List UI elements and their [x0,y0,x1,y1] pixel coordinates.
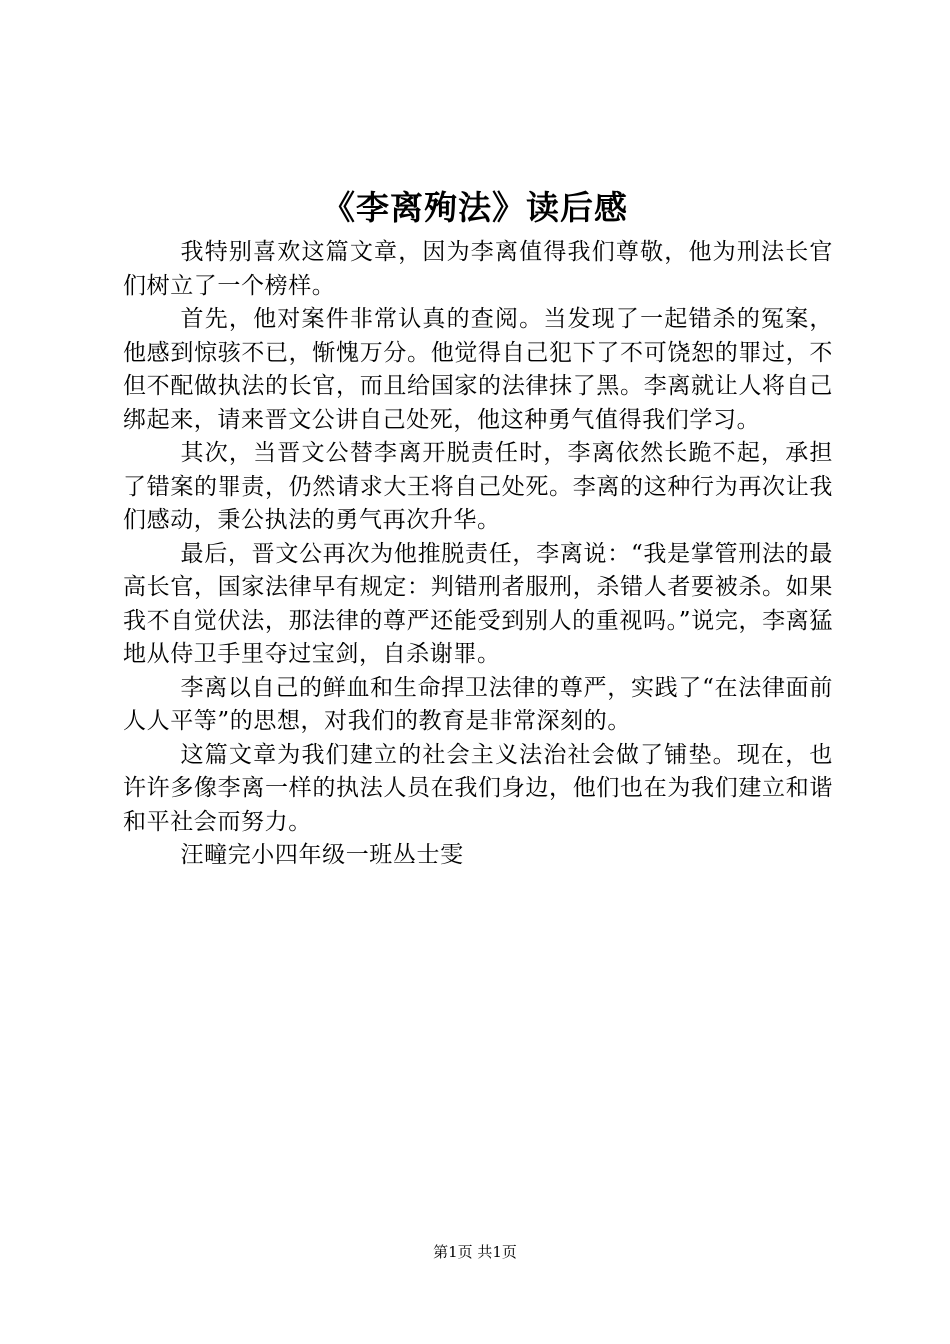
document-body [123,236,833,873]
paragraph-1: 我特别喜欢这篇文章，因为李离值得我们尊敬，他为刑法长官们树立了一个榜样。 [123,239,833,299]
author-line: 汪疃完小四年级一班丛士雯 [180,842,464,868]
paragraph-2: 首先，他对案件非常认真的查阅。当发现了一起错杀的冤案，他感到惊骇不已，惭愧万分。他觉得自己犯下了不可饶恕的罪过，不但不配做执法的长官，而且给国家的法律抹了黑。李离就让人将自己绑起来，请来晋文公讲自己处死，他这种勇气值得我们学习。 [123,306,833,433]
paragraph-4: 最后，晋文公再次为他推脱责任，李离说：“我是掌管刑法的最高长官，国家法律早有规定：判错刑者服刑，杀错人者要被杀。如果我不自觉伏法，那法律的尊严还能受到别人的重视吗。”说完，李离猛地从侍卫手里夺过宝剑，自杀谢罪。 [123,540,833,667]
paragraph-6: 这篇文章为我们建立的社会主义法治社会做了铺垫。现在，也许许多像李离一样的执法人员在我们身边，他们也在为我们建立和谐和平社会而努力。 [123,741,833,835]
paragraph-5: 李离以自己的鲜血和生命捍卫法律的尊严，实践了“在法律面前人人平等”的思想，对我们的教育是非常深刻的。 [123,674,833,734]
document-title: 《李离殉法》读后感 [322,188,628,227]
paragraph-3: 其次，当晋文公替李离开脱责任时，李离依然长跪不起，承担了错案的罪责，仍然请求大王将自己处死。李离的这种行为再次让我们感动，秉公执法的勇气再次升华。 [123,440,833,533]
page-footer: 第1页 共1页 [433,1243,517,1261]
